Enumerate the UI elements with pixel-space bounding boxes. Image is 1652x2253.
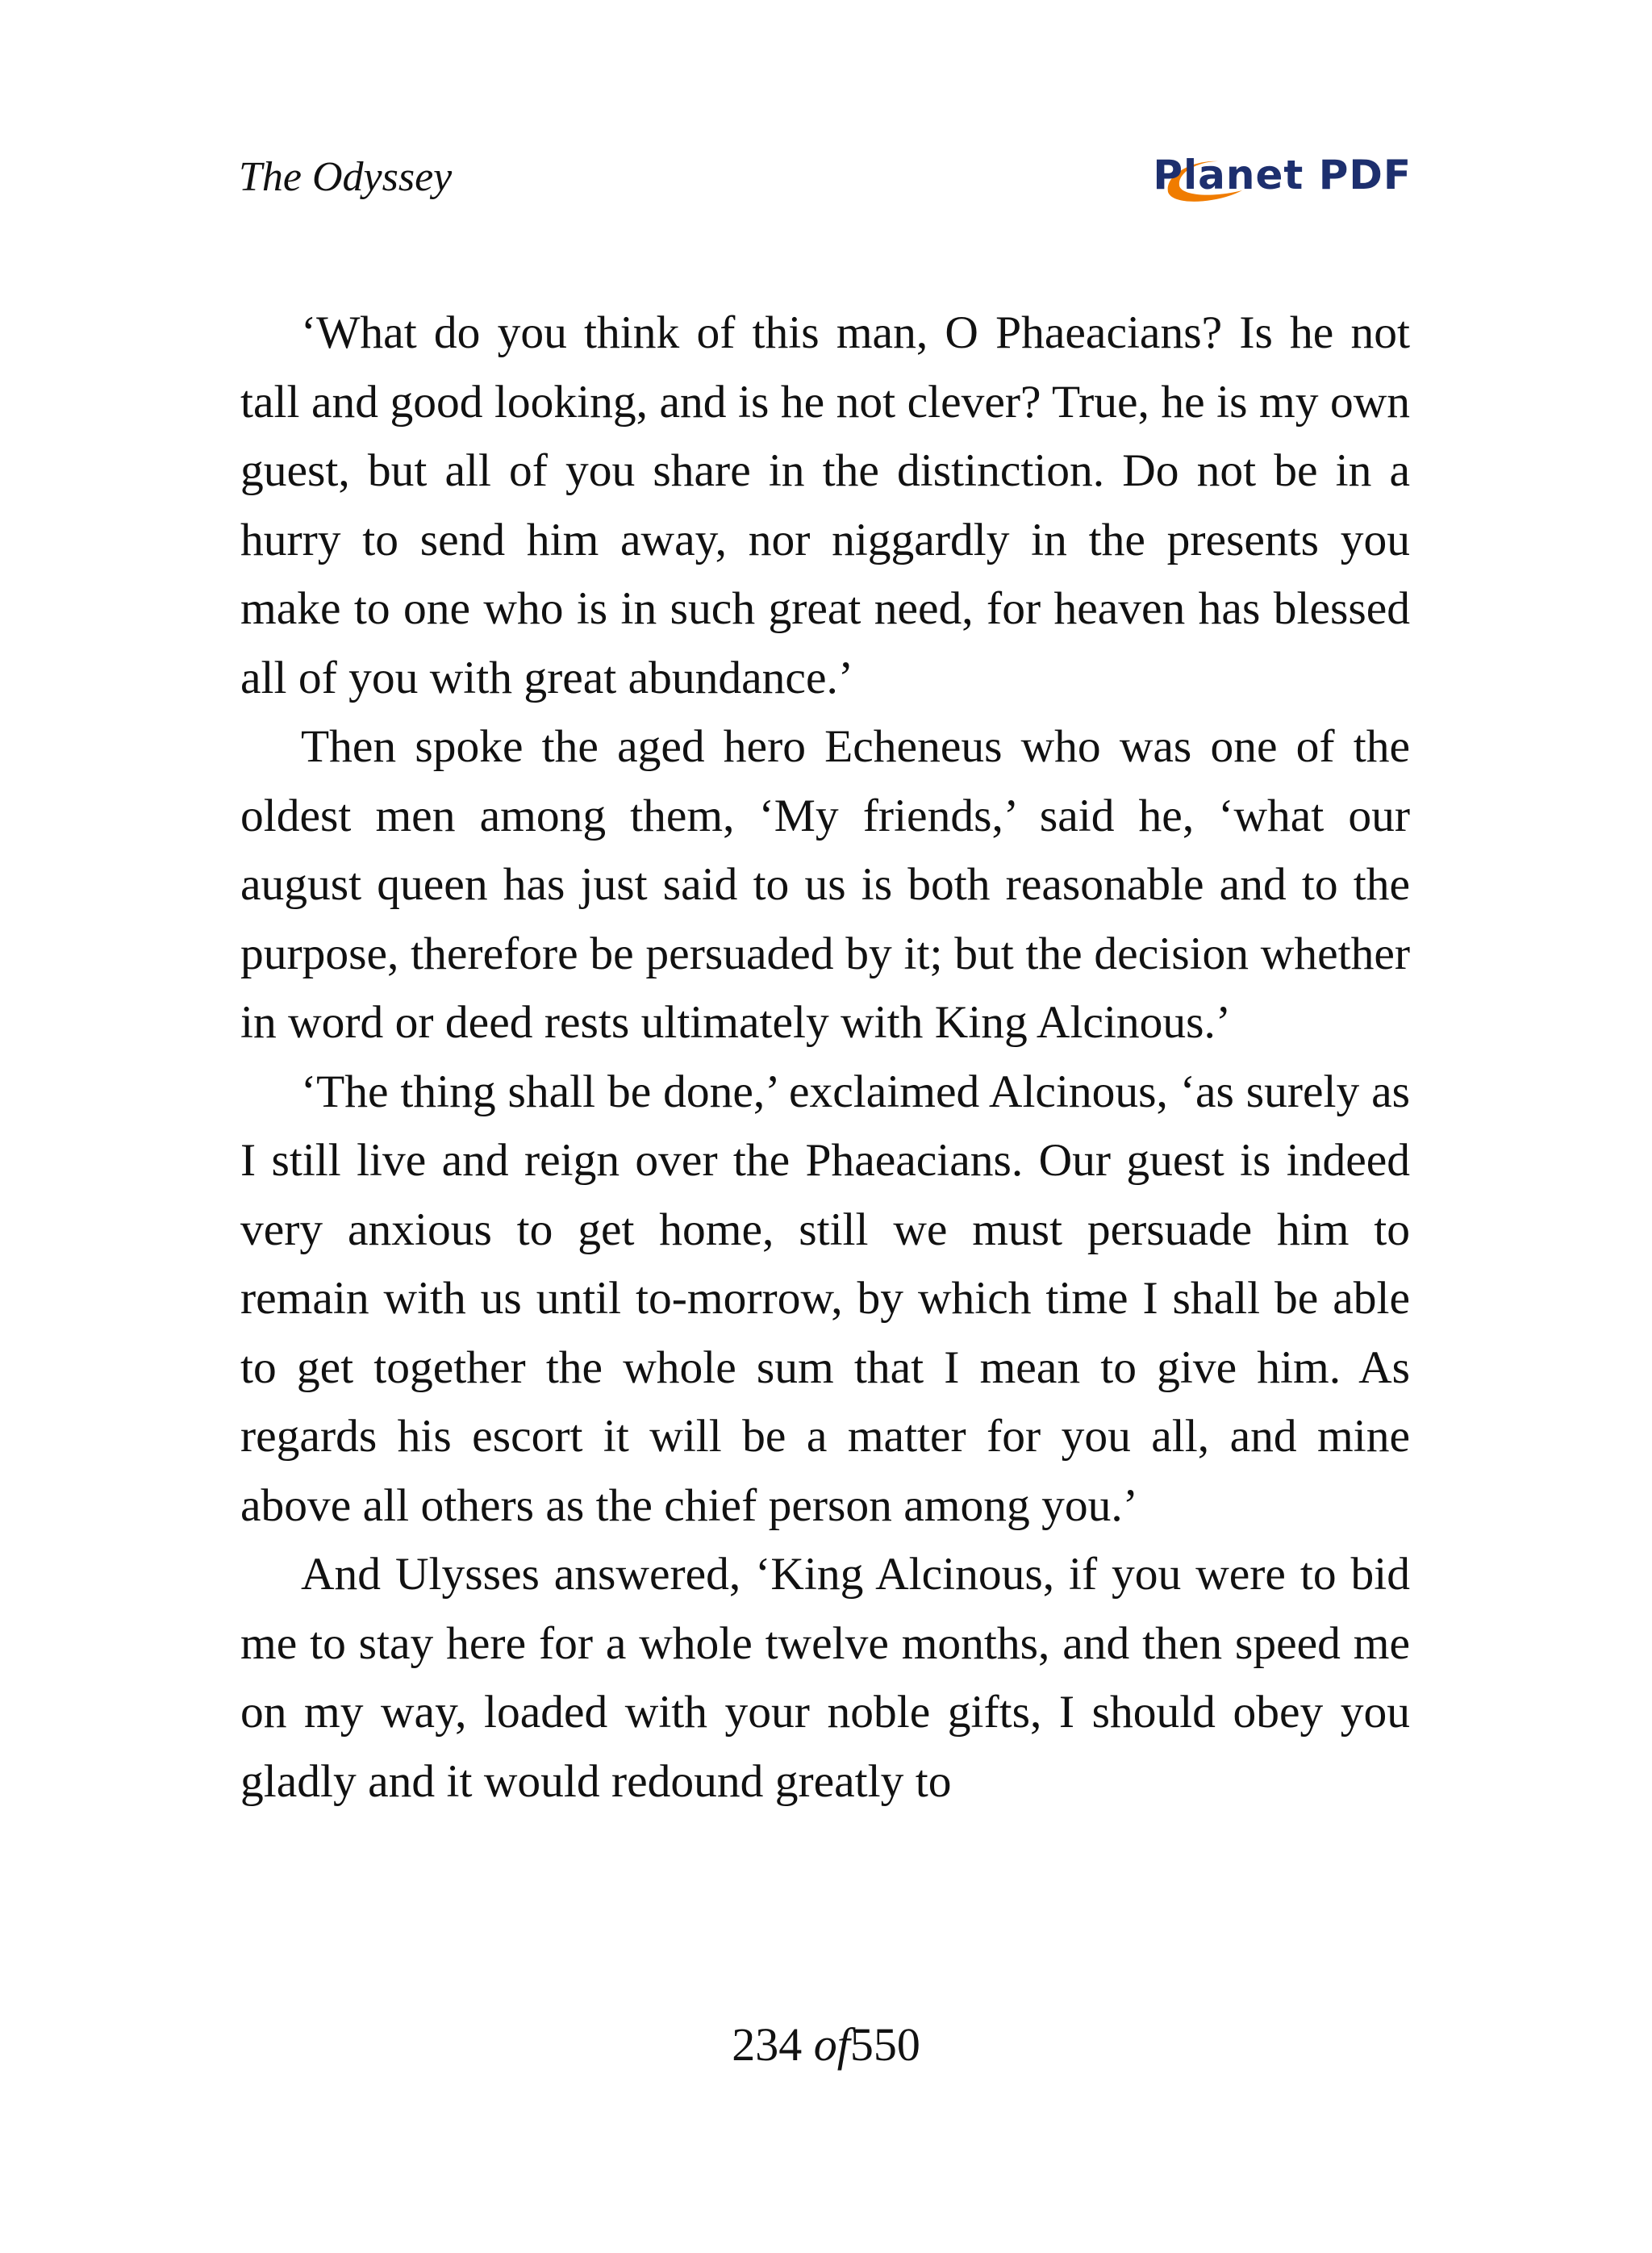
page-number [0,2017,1652,2073]
paragraph: And Ulysses answered, ‘King Alcinous, if you were to bid me to stay here for a whole twelve months, and then speed me on my way, loaded with your noble gifts, I should obey you gladly and it would redound greatly to [240,1549,1410,1807]
brand-wordmark [1153,150,1412,200]
paragraph: ‘The thing shall be done,’ exclaimed Alcinous, ‘as surely as I still live and reign over the Phaeacians. Our guest is indeed very anxious to get home, still we must persuade him to remain with us until to-morrow, by which time I shall be able to get together the whole sum that I mean to give him. As regards his escort it will be a matter for you all, and mine above all others as the chief person among you.’ [240,1066,1410,1531]
running-header-title: The Odyssey [239,154,453,200]
brand-word-planet: Planet [1153,152,1304,198]
paragraph: Then spoke the aged hero Echeneus who was one of the oldest men among them, ‘My friends,’ said he, ‘what our august queen has just said to us is both reasonable and to the purpose, therefore be persuaded by it; but the decision whether in word or deed rests ultimately with King Alcinous.’ [240,721,1410,1048]
brand-word-pdf: PDF [1318,152,1412,198]
total-pages-number: 550 [849,2018,920,2071]
page-of-label: of [813,2018,850,2071]
paragraph: ‘What do you think of this man, O Phaeacians? Is he not tall and good looking, and is he not clever? True, he is my own guest, but all of you share in the distinction. Do not be in a hurry to send him away, nor niggardly in the presents you make to one who is in such great need, for heaven has blessed all of you with great abundance.’ [240,307,1410,703]
body-text [240,298,1410,1816]
current-page-number: 234 [732,2018,803,2071]
planet-pdf-logo [1153,150,1412,208]
